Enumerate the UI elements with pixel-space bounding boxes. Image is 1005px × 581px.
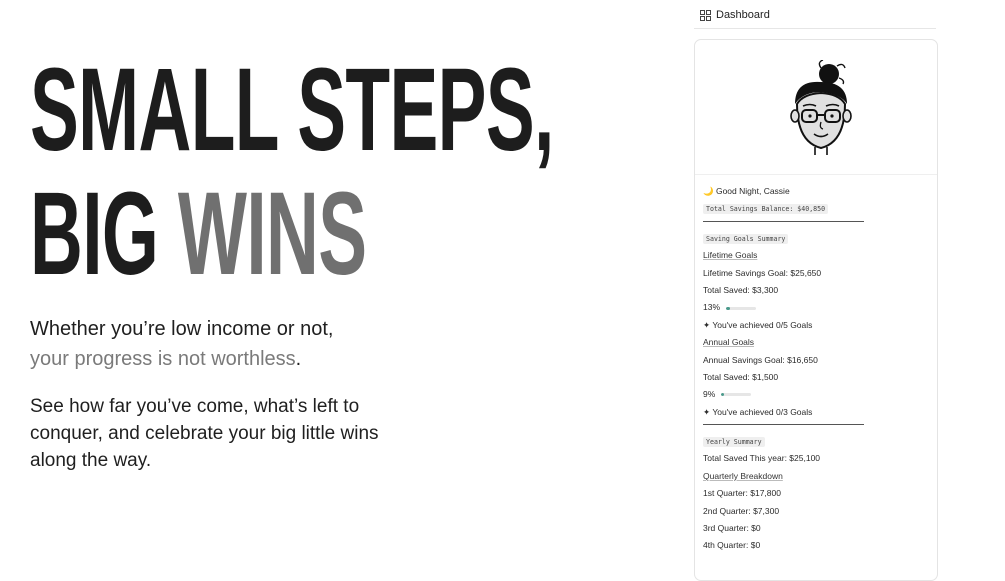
subtitle-primary	[30, 314, 450, 374]
yearly-summary-row	[703, 433, 929, 450]
divider-2	[703, 424, 864, 425]
annual-progress-row	[703, 386, 929, 403]
dashboard-title: Dashboard	[716, 9, 770, 21]
headline-line-1: SMALL STEPS,	[30, 44, 554, 176]
subtitle-line-2	[30, 344, 450, 374]
card-cover	[695, 40, 937, 175]
card-body	[695, 175, 937, 555]
annual-progress-bar	[721, 393, 751, 396]
quarter-3: 3rd Quarter: $0	[703, 523, 761, 534]
moon-icon: 🌙	[703, 186, 714, 196]
lifetime-progress-row	[703, 299, 929, 316]
saving-goals-summary-label: Saving Goals Summary	[703, 234, 788, 244]
quarter-1: 1st Quarter: $17,800	[703, 488, 781, 499]
avatar-illustration	[781, 60, 861, 156]
greeting-text: Good Night, Cassie	[715, 186, 790, 196]
lifetime-goals-link-row[interactable]	[703, 247, 929, 264]
lifetime-goal: Lifetime Savings Goal: $25,650	[703, 267, 822, 278]
hero-section	[30, 44, 650, 300]
annual-goal: Annual Savings Goal: $16,650	[703, 354, 818, 365]
lifetime-goals-link[interactable]: Lifetime Goals	[703, 250, 758, 261]
subtitle-period: .	[295, 348, 302, 370]
lifetime-progress-fill	[726, 307, 730, 310]
divider-1	[703, 221, 864, 222]
saving-goals-summary-row	[703, 230, 929, 247]
dashboard-card[interactable]	[694, 39, 938, 581]
headline-line-2	[30, 168, 414, 300]
greeting-row	[703, 183, 929, 200]
total-balance: Total Savings Balance: $40,850	[703, 204, 828, 214]
lifetime-percent: 13%	[703, 302, 721, 313]
subtitle-secondary: See how far you’ve come, what’s left to conquer, and celebrate your big little wins along the way.	[30, 396, 379, 471]
quarterly-breakdown-link-row[interactable]	[703, 468, 929, 485]
lifetime-achieved: ✦ You've achieved 0/5 Goals	[703, 319, 813, 330]
annual-progress-fill	[721, 393, 724, 396]
annual-goals-link-row[interactable]	[703, 334, 929, 351]
quarter-2: 2nd Quarter: $7,300	[703, 505, 780, 516]
annual-goals-link[interactable]: Annual Goals	[703, 337, 755, 348]
quarter-4: 4th Quarter: $0	[703, 540, 761, 551]
yearly-summary-label: Yearly Summary	[703, 437, 765, 447]
grid-icon	[700, 10, 711, 21]
headline-big: BIG	[30, 168, 178, 300]
subtitle-line-1: Whether you’re low income or not,	[30, 318, 334, 340]
annual-saved: Total Saved: $1,500	[703, 371, 779, 382]
quarterly-breakdown-link[interactable]: Quarterly Breakdown	[703, 470, 783, 481]
annual-achieved: ✦ You've achieved 0/3 Goals	[703, 406, 813, 417]
lifetime-progress-bar	[726, 307, 756, 310]
dashboard-header[interactable]	[694, 2, 936, 29]
yearly-total: Total Saved This year: $25,100	[703, 453, 821, 464]
total-balance-row	[703, 200, 929, 217]
headline	[30, 44, 554, 300]
headline-wins: WINS	[177, 168, 367, 300]
annual-percent: 9%	[703, 389, 716, 400]
lifetime-saved: Total Saved: $3,300	[703, 284, 779, 295]
subtitle-muted: your progress is not worthless	[30, 348, 296, 370]
